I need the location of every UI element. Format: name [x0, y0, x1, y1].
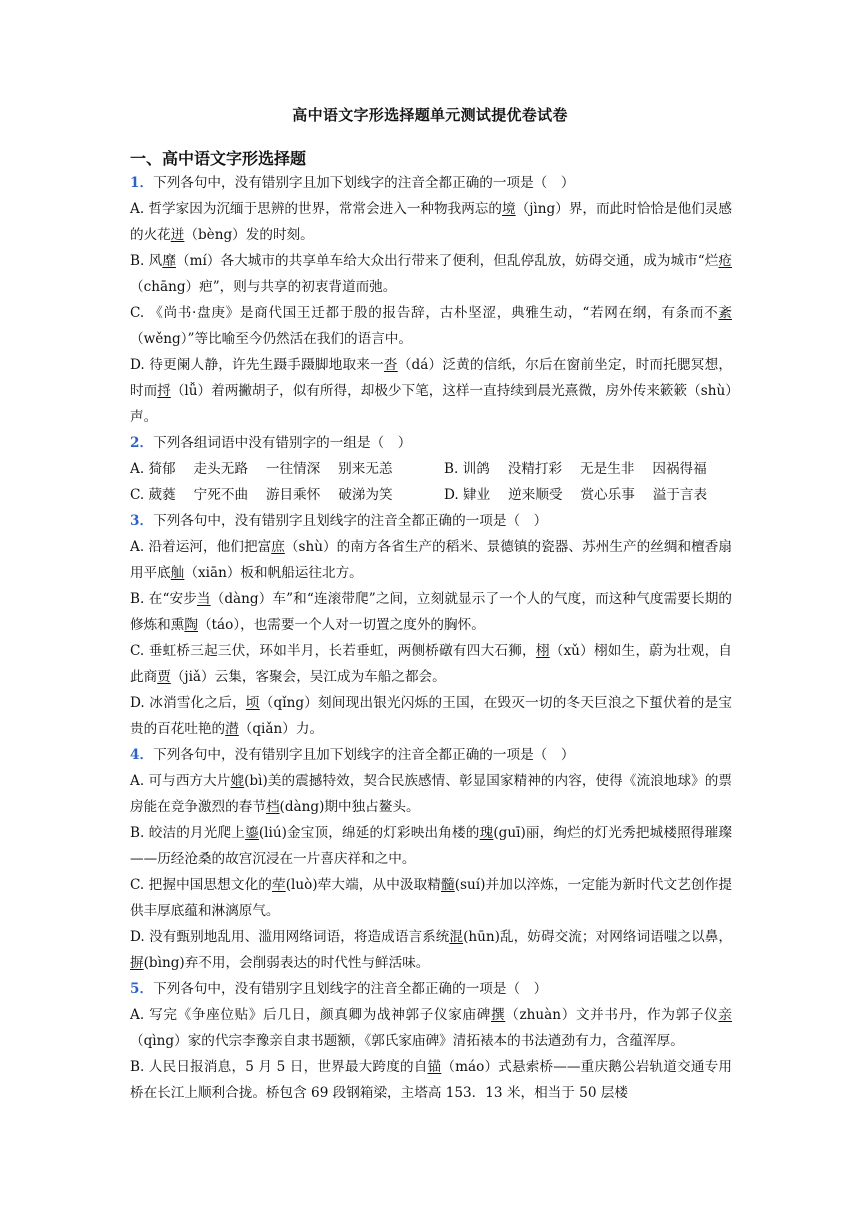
- question-number: 3．: [130, 513, 154, 529]
- underlined-char: 陶: [184, 617, 198, 633]
- option-text: B. 皎洁的月光爬上: [130, 825, 246, 841]
- option-text: (liú)金宝顶，绵延的灯彩映出角楼的: [258, 825, 480, 841]
- underlined-char: 栩: [535, 643, 550, 659]
- underlined-char: 鎏: [245, 825, 259, 841]
- option-a: [130, 768, 732, 820]
- option-text: D. 冰消雪化之后，: [130, 695, 246, 711]
- underlined-char: 混: [449, 929, 464, 945]
- underlined-char: 荦: [271, 877, 286, 893]
- underlined-char: 撰: [491, 1007, 506, 1023]
- option-d: [130, 924, 732, 976]
- option-text: A. 可与西方大片: [130, 773, 231, 789]
- option-text: （táo），也需要一个人对一切置之度外的胸怀。: [197, 617, 485, 633]
- option-text: （jìng）界，而此时恰恰是他们灵感的火花: [130, 201, 732, 243]
- option-text: (bì)美的震撼特效，契合民族感情、彰显国家精神的内容，使得《流浪地球》的票房能在竞争激烈的春节: [130, 773, 732, 815]
- underlined-char: 迸: [170, 227, 185, 243]
- option-b: B. 训鸽 没精打彩 无是生非 因祸得福: [444, 461, 707, 477]
- section-heading: 一、高中语文字形选择题: [130, 149, 307, 168]
- underlined-char: 亲: [718, 1007, 732, 1023]
- option-text: A. 写完《争座位贴》后几日，颜真卿为战神郭子仪家庙碑: [130, 1007, 492, 1023]
- question-stem: 下列各句中，没有错别字且划线字的注音全都正确的一项是（ ）: [153, 513, 548, 529]
- option-b: [130, 586, 732, 638]
- option-text: （jiǎ）云集，客聚会，吴江成为车船之都会。: [170, 669, 446, 685]
- option-text: （chāng）疤”，则与共享的初衷背道而弛。: [130, 279, 397, 295]
- option-text: （mí）各大城市的共享单车给大众出行带来了便利，但乱停乱放，妨碍交通，成为城市“烂: [175, 253, 719, 269]
- underlined-char: 档: [265, 799, 280, 815]
- option-text: 簌簌（shù）声。: [130, 383, 733, 425]
- question-list: [130, 170, 732, 1106]
- underlined-char: 紊: [718, 305, 732, 321]
- underlined-char: 当: [196, 591, 211, 607]
- question-stem: 下列各句中，没有错别字且加下划线字的注音全都正确的一项是（ ）: [153, 747, 575, 763]
- option-text: （xǔ）栩如生，蔚为壮观，自此商: [130, 643, 732, 685]
- option-text: (hūn)乱，妨碍交流；对网络词语嗤之以鼻，: [463, 929, 733, 945]
- option-c: C. 葳蕤 宁死不曲 游目乘怀 破涕为笑: [130, 487, 393, 503]
- underlined-char: 媲: [230, 773, 245, 789]
- option-row: [130, 456, 732, 482]
- question-stem: 下列各句中，没有错别字且加下划线字的注音全都正确的一项是（ ）: [153, 175, 575, 191]
- option-text: （qiǎn）力。: [238, 721, 324, 737]
- underlined-char: 髓: [441, 877, 455, 893]
- option-text: （xiān）板和帆船运往北方。: [184, 565, 363, 581]
- option-text: （dá）泛黄的信纸，尔后在窗前坐定，时而托腮冥想，时而: [130, 357, 733, 399]
- underlined-char: 靡: [162, 253, 176, 269]
- option-text: （máo）式悬索桥——重庆鹅公岩轨道交通专用桥在长江上顺利合拢。桥包含 69 段钢箱梁，主塔高 153．13 米，相当于 50 层楼: [130, 1059, 732, 1101]
- option-text: （qǐng）刻间现出银光闪烁的王国，在毁灭一切的冬天巨浪之下蜇伏着的是宝贵的百花吐艳的: [130, 695, 732, 737]
- question-number: 4．: [130, 747, 154, 763]
- underlined-char: 瑰: [479, 825, 494, 841]
- option-text: (bìng)弃不用，会削弱表达的时代性与鲜活味。: [143, 955, 430, 971]
- question-5: [130, 976, 732, 1002]
- question-stem: 下列各句中，没有错别字且划线字的注音全都正确的一项是（ ）: [153, 981, 548, 997]
- option-c: [130, 638, 732, 690]
- option-text: （dàng）车”和“连滚带爬”之间，立刻就显示了一个人的气度，而这种气度需要长期的修炼和熏: [130, 591, 733, 633]
- option-text: D. 没有甄别地乱用、滥用网络词语，将造成语言系统: [130, 929, 450, 945]
- option-text: D. 待更阑人静，许先生蹑手蹑脚地取来一: [130, 357, 384, 373]
- underlined-char: 庶: [271, 539, 285, 555]
- underlined-char: 疮: [718, 253, 732, 269]
- option-text: (dàng)期中独占鳌头。: [279, 799, 420, 815]
- option-text: （lǚ）着两撇胡子，似有所得，却极少下笔，这样一直持续到晨光熹微，房外传来: [170, 383, 660, 399]
- question-number: 5．: [130, 981, 154, 997]
- option-b: [130, 248, 732, 300]
- option-c: [130, 872, 732, 924]
- option-a: [130, 534, 732, 586]
- option-a: [130, 1002, 732, 1054]
- question-stem: 下列各组词语中没有错别字的一组是（ ）: [153, 435, 412, 451]
- option-d: D. 肄业 逆来顺受 赏心乐事 溢于言表: [444, 487, 708, 503]
- option-c: [130, 300, 732, 352]
- underlined-char: 潜: [225, 721, 239, 737]
- option-d: [130, 690, 732, 742]
- underlined-char: 锚: [427, 1059, 442, 1075]
- option-a: A. 猗郁 走头无路 一往情深 别来无恙: [130, 461, 393, 477]
- question-4: [130, 742, 732, 768]
- option-b: [130, 1054, 732, 1106]
- question-number: 1．: [130, 175, 154, 191]
- option-row: [130, 482, 732, 508]
- underlined-char: 顷: [245, 695, 260, 711]
- option-text: （zhuàn）文并书丹，作为郭子仪: [505, 1007, 719, 1023]
- option-text: A. 哲学家因为沉缅于思辨的世界，常常会进入一种物我两忘的: [130, 201, 502, 217]
- option-text: (suí)并加以淬炼，一定能为新时代文艺创作提供丰厚底蕴和淋漓原气。: [130, 877, 733, 919]
- question-3: [130, 508, 732, 534]
- option-a: [130, 196, 732, 248]
- option-text: (guī)丽，绚烂的灯光秀把城楼照得璀璨——历经沧桑的故宫沉浸在一片喜庆祥和之中。: [130, 825, 733, 867]
- option-text: C. 《尚书·盘庚》是商代国王迁都于殷的报告辞，古朴坚涩，典雅生动，“若网在纲，有条而不: [130, 305, 719, 321]
- option-text: （wěng）”等比喻至今仍然活在我们的语言中。: [130, 331, 412, 347]
- underlined-char: 沓: [383, 357, 398, 373]
- option-text: (luò)荦大端，从中汲取精: [285, 877, 441, 893]
- question-number: 2．: [130, 435, 154, 451]
- option-text: B. 人民日报消息，5 月 5 日，世界最大跨度的自: [130, 1059, 428, 1075]
- option-d: [130, 352, 732, 430]
- question-1: [130, 170, 732, 196]
- option-text: （shù）的南方各省生产的稻米、景德镇的瓷器、苏州生产的丝绸和檀香扇用平底: [130, 539, 733, 581]
- underlined-char: 贾: [157, 669, 171, 685]
- underlined-char: 摒: [130, 955, 144, 971]
- option-text: C. 垂虹桥三起三伏，环如半月，长若垂虹，两侧桥礅有四大石狮，: [130, 643, 536, 659]
- option-text: A. 沿着运河，他们把富: [130, 539, 272, 555]
- question-2: [130, 430, 732, 456]
- option-text: B. 在“安步: [130, 591, 197, 607]
- option-text: （bèng）发的时刻。: [184, 227, 314, 243]
- option-b: [130, 820, 732, 872]
- underlined-char: 舢: [170, 565, 185, 581]
- option-text: C. 把握中国思想文化的: [130, 877, 272, 893]
- underlined-char: 境: [502, 201, 516, 217]
- page-title: 高中语文字形选择题单元测试提优卷试卷: [292, 106, 568, 124]
- underlined-char: 捋: [157, 383, 171, 399]
- option-text: B. 风: [130, 253, 163, 269]
- option-text: （qìng）家的代宗李豫亲自隶书题额，《郭氏家庙碑》清拓裱本的书法遒劲有力，含蕴浑厚。: [130, 1033, 684, 1049]
